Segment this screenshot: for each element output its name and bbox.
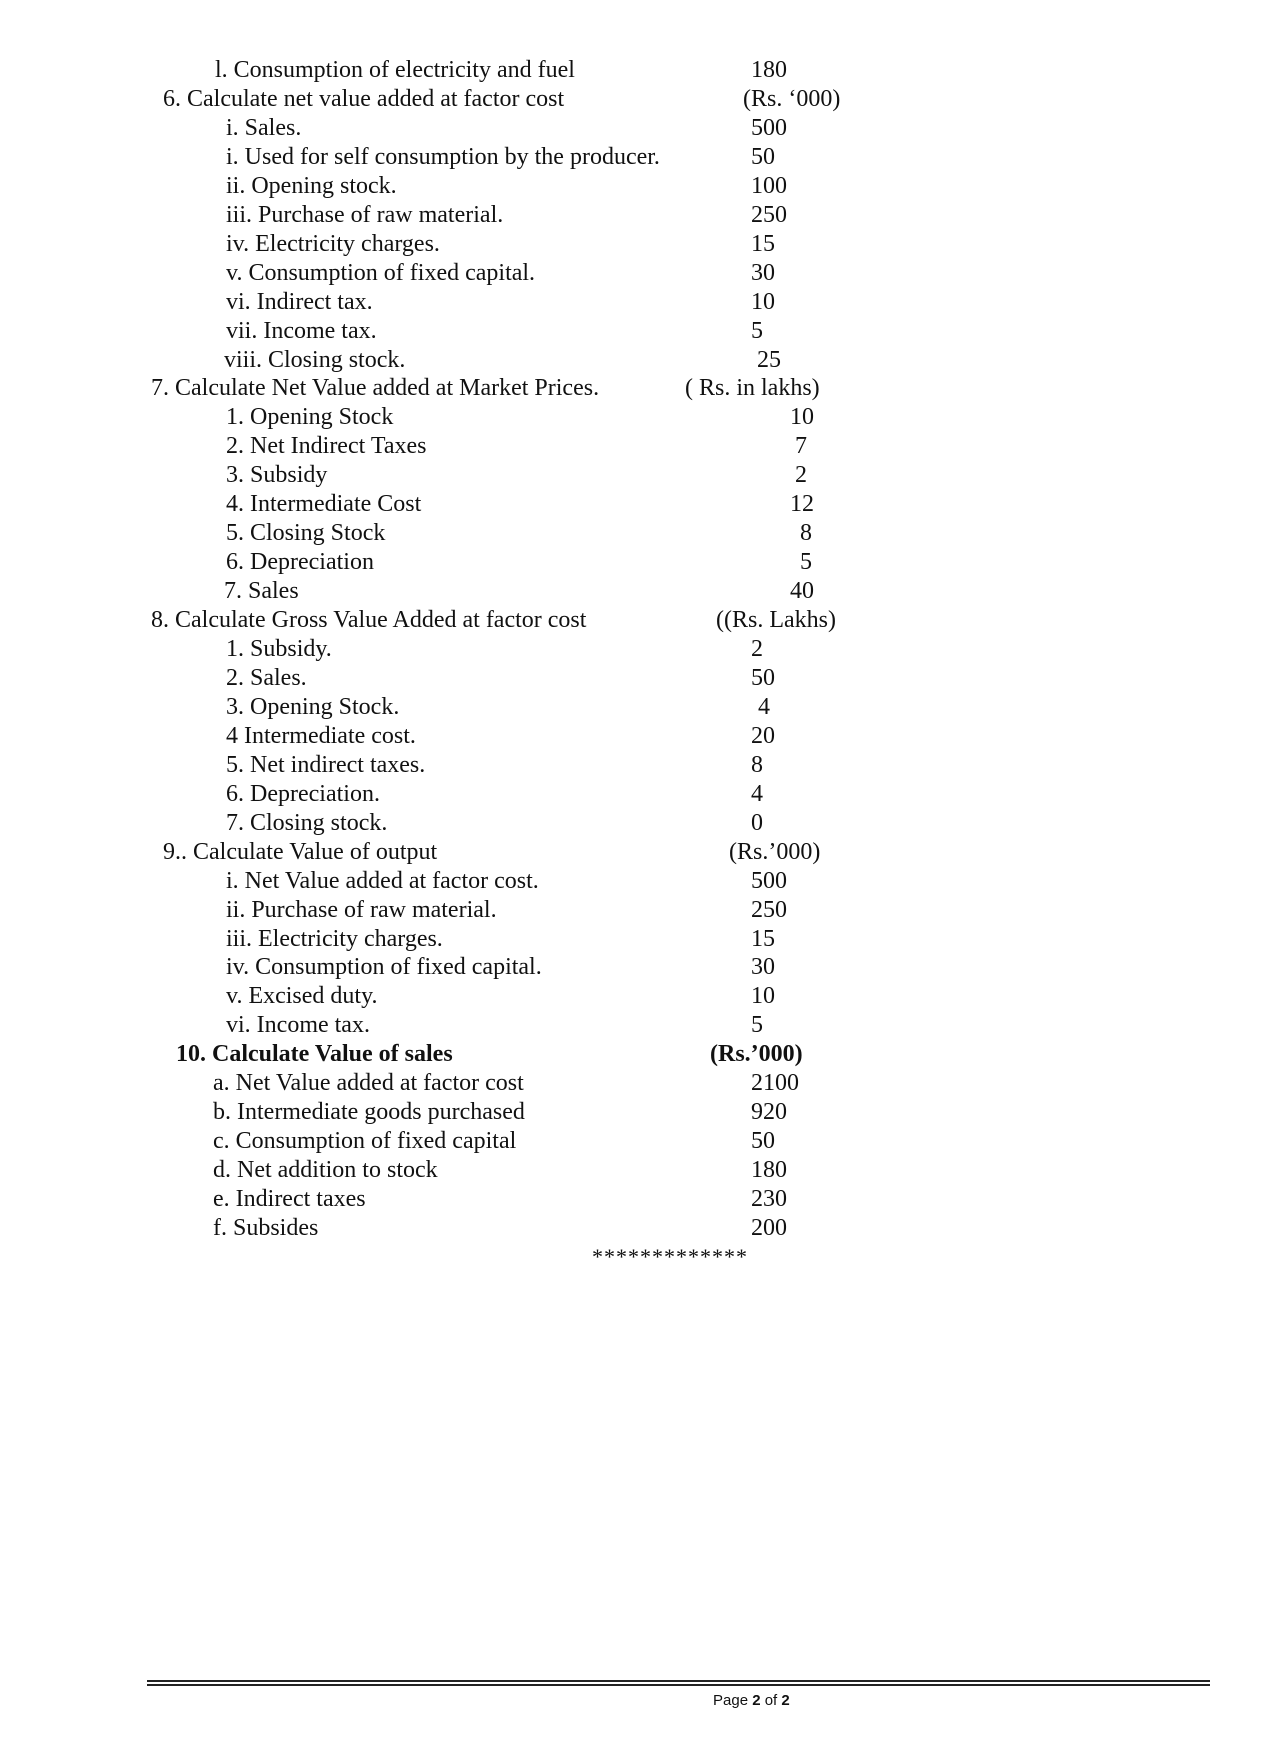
item-row [0,1214,1275,1243]
item-label: viii. Closing stock. [224,346,406,373]
item-value: 15 [751,925,775,952]
item-value: 5 [751,317,763,344]
item-value: 25 [757,346,781,373]
item-value: 180 [751,1157,787,1184]
item-row [0,693,1275,722]
item-label: 1. Subsidy. [226,636,332,662]
item-row [0,346,1275,375]
item-value: 250 [751,201,787,228]
page-total: 2 [781,1692,790,1709]
item-label: 7. Closing stock. [226,809,388,836]
item-label: e. Indirect taxes [213,1186,366,1213]
item-value: ( Rs. in lakhs) [685,375,820,402]
item-value: 30 [751,259,775,286]
item-label: 5. Net indirect taxes. [226,751,426,778]
item-row [0,461,1275,490]
item-label: 9.. Calculate Value of output [163,838,438,865]
page-sep: of [760,1692,782,1709]
item-value: 230 [751,1186,787,1213]
item-row [0,432,1275,461]
item-value: 8 [751,751,763,778]
item-value: (Rs. ‘000) [743,85,841,112]
item-value: 4 [751,780,763,807]
item-row [0,548,1275,577]
item-value: 50 [751,143,775,170]
page-current: 2 [752,1692,761,1709]
item-row [0,953,1275,982]
item-label: ii. Purchase of raw material. [226,896,497,923]
item-label: 6. Depreciation [226,549,374,576]
item-label: 7. Sales [224,578,299,605]
item-row [0,519,1275,548]
footer-rule-bottom [147,1684,1210,1686]
item-label: iv. Electricity charges. [226,230,440,257]
item-row [0,1185,1275,1214]
item-row [0,664,1275,693]
item-label: i. Net Value added at factor cost. [226,867,539,894]
item-value: 5 [800,549,812,576]
item-value: 10 [790,404,814,431]
item-label: 10. Calculate Value of sales [176,1041,453,1068]
item-label: iii. Electricity charges. [226,925,443,952]
item-value: 20 [751,722,775,749]
item-value: 500 [751,867,787,894]
item-value: 5 [751,1012,763,1039]
item-row [0,982,1275,1011]
item-label: 3. Opening Stock. [226,693,400,720]
item-value: 40 [790,578,814,605]
item-label: 8. Calculate Gross Value Added at factor cost [151,607,587,634]
item-label: v. Consumption of fixed capital. [226,259,536,286]
item-label: vii. Income tax. [226,317,377,344]
item-row [0,722,1275,751]
item-label: iv. Consumption of fixed capital. [226,954,542,981]
item-row [0,288,1275,317]
footer-rule-top [147,1680,1210,1682]
item-value: 30 [751,954,775,981]
item-row [0,896,1275,925]
item-label: iii. Purchase of raw material. [226,201,504,228]
item-row [0,1011,1275,1040]
item-value: 2100 [751,1070,799,1097]
item-label: 6. Depreciation. [226,780,380,807]
item-label: b. Intermediate goods purchased [213,1099,525,1126]
item-label: a. Net Value added at factor cost [213,1070,524,1097]
item-value: 500 [751,114,787,141]
item-row [0,867,1275,896]
item-row [0,201,1275,230]
item-label: vi. Income tax. [226,1012,370,1039]
item-label: d. Net addition to stock [213,1157,438,1184]
item-row [0,1069,1275,1098]
item-label: 6. Calculate net value added at factor cost [163,85,565,112]
item-row [0,1127,1275,1156]
item-row [0,1098,1275,1127]
item-value: 7 [795,433,807,460]
item-label: 2. Sales. [226,664,307,691]
item-value: 10 [751,983,775,1010]
item-value: ((Rs. Lakhs) [716,607,836,634]
item-row [0,317,1275,346]
item-label: l. Consumption of electricity and fuel [215,57,575,83]
item-row [0,114,1275,143]
item-value: 50 [751,664,775,691]
item-label: 3. Subsidy [226,462,328,489]
item-label: f. Subsides [213,1215,319,1241]
item-row [0,1156,1275,1185]
item-row [0,577,1275,606]
item-value: 50 [751,1128,775,1155]
page-number [713,1692,790,1709]
item-row [0,56,1275,85]
item-label: 1. Opening Stock [226,404,394,431]
item-row [0,606,1275,635]
item-value: 10 [751,288,775,315]
end-marker: ************* [592,1244,748,1269]
item-value: 920 [751,1099,787,1126]
item-value: 12 [790,491,814,518]
item-row [0,172,1275,201]
item-value: 2 [795,462,807,489]
item-value: 250 [751,896,787,923]
item-row [0,490,1275,519]
item-row [0,635,1275,664]
item-label: 4 Intermediate cost. [226,722,416,749]
item-label: c. Consumption of fixed capital [213,1128,517,1155]
item-value: 200 [751,1215,787,1241]
item-row [0,230,1275,259]
page-prefix: Page [713,1692,753,1709]
item-label: v. Excised duty. [226,983,378,1010]
item-row [0,780,1275,809]
item-value: 15 [751,230,775,257]
item-label: ii. Opening stock. [226,172,397,199]
item-value: 100 [751,172,787,199]
item-value: 2 [751,636,763,662]
item-label: 4. Intermediate Cost [226,491,422,518]
item-label: 7. Calculate Net Value added at Market Prices. [151,375,600,402]
item-row [0,85,1275,114]
item-label: vi. Indirect tax. [226,288,373,315]
item-label: i. Sales. [226,114,302,141]
item-value: 4 [758,693,770,720]
item-value: (Rs.’000) [729,838,821,865]
item-row [0,403,1275,432]
item-row [0,925,1275,954]
item-row [0,838,1275,867]
item-row [0,259,1275,288]
item-label: 2. Net Indirect Taxes [226,433,427,460]
item-label: i. Used for self consumption by the producer. [226,143,660,170]
item-row [0,374,1275,403]
item-row [0,143,1275,172]
item-value: 8 [800,520,812,547]
item-value: 0 [751,809,763,836]
item-row [0,1040,1275,1069]
item-row [0,809,1275,838]
item-value: (Rs.’000) [710,1041,803,1068]
item-row [0,751,1275,780]
item-label: 5. Closing Stock [226,520,386,547]
item-value: 180 [751,57,787,83]
